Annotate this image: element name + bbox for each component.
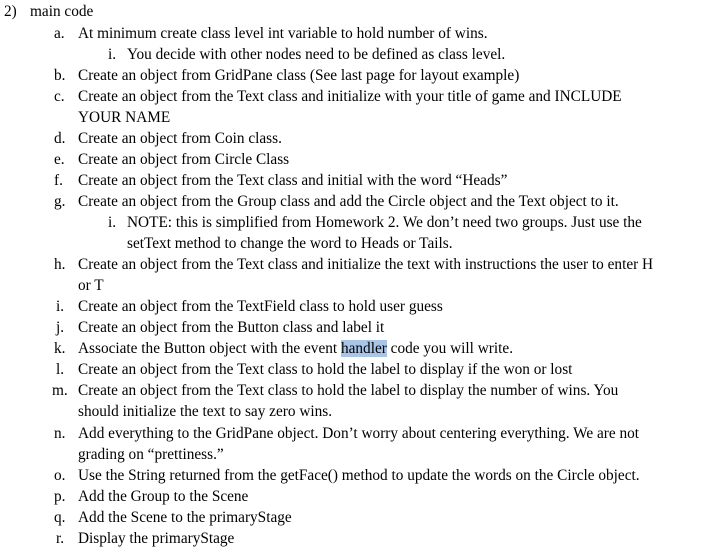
section-title: main code (30, 3, 94, 20)
list-marker: g. (54, 193, 66, 210)
list-marker: e. (54, 151, 65, 168)
list-marker: a. (54, 25, 65, 42)
list-item-text-continued: grading on “prettiness.” (78, 446, 224, 463)
list-item-text (78, 340, 513, 358)
list-item-text-continued: YOUR NAME (78, 109, 171, 126)
list-item-text: Create an object from Coin class. (78, 130, 282, 147)
list-item-text-continued: setText method to change the word to Heads or Tails. (127, 235, 453, 252)
list-item-text: Create an object from GridPane class (See last page for layout example) (78, 67, 520, 84)
list-marker: l. (56, 361, 65, 378)
list-marker: n. (54, 425, 66, 442)
list-marker: i. (108, 214, 117, 231)
list-item-text-part: Associate the Button object with the event (78, 340, 341, 357)
list-marker: d. (54, 130, 66, 147)
list-marker: b. (54, 67, 66, 84)
list-item-text: Create an object from the Text class to hold the label to display if the won or lost (78, 361, 573, 378)
list-item-text: At minimum create class level int variable to hold number of wins. (78, 25, 488, 42)
list-item-text: Create an object from the Text class and initialize the text with instructions the user to enter H (78, 256, 654, 273)
list-marker: i. (56, 298, 65, 315)
list-item-text: Use the String returned from the getFace() method to update the words on the Circle object. (78, 467, 640, 484)
list-marker: c. (54, 88, 65, 105)
list-item-text: Add the Group to the Scene (78, 488, 249, 505)
list-item-text: Create an object from Circle Class (78, 151, 290, 168)
list-item-text: Create an object from the Group class and add the Circle object and the Text object to it. (78, 193, 619, 210)
list-item-text: Add everything to the GridPane object. Don’t worry about centering everything. We are not (78, 425, 640, 442)
list-marker: i. (108, 46, 117, 63)
highlighted-word: handler (340, 340, 387, 357)
list-item-text: You decide with other nodes need to be defined as class level. (127, 46, 506, 63)
list-marker: r. (56, 530, 65, 547)
list-marker: o. (54, 467, 66, 484)
list-item-text-continued: should initialize the text to say zero wins. (78, 403, 333, 420)
list-item-text-continued: or T (78, 277, 104, 294)
list-marker: q. (54, 509, 66, 526)
list-marker: k. (54, 340, 66, 357)
list-item-text: Create an object from the TextField class to hold user guess (78, 298, 443, 315)
section-number: 2) (4, 3, 17, 20)
list-marker: m. (52, 382, 68, 399)
list-marker: j. (56, 319, 65, 336)
list-item-text: NOTE: this is simplified from Homework 2. We don’t need two groups. Just use the (127, 214, 642, 231)
list-item-text: Display the primaryStage (78, 530, 235, 547)
list-item-text: Add the Scene to the primaryStage (78, 509, 292, 526)
list-marker: h. (54, 256, 66, 273)
list-item-text: Create an object from the Text class to hold the label to display the number of wins. You (78, 382, 619, 399)
list-item-text: Create an object from the Button class and label it (78, 319, 385, 336)
list-item-text: Create an object from the Text class and initialize with your title of game and INCLUDE (78, 88, 622, 105)
list-item-text-part: code you will write. (386, 340, 514, 357)
list-marker: f. (54, 172, 63, 189)
list-marker: p. (54, 488, 66, 505)
list-item-text: Create an object from the Text class and initial with the word “Heads” (78, 172, 508, 189)
